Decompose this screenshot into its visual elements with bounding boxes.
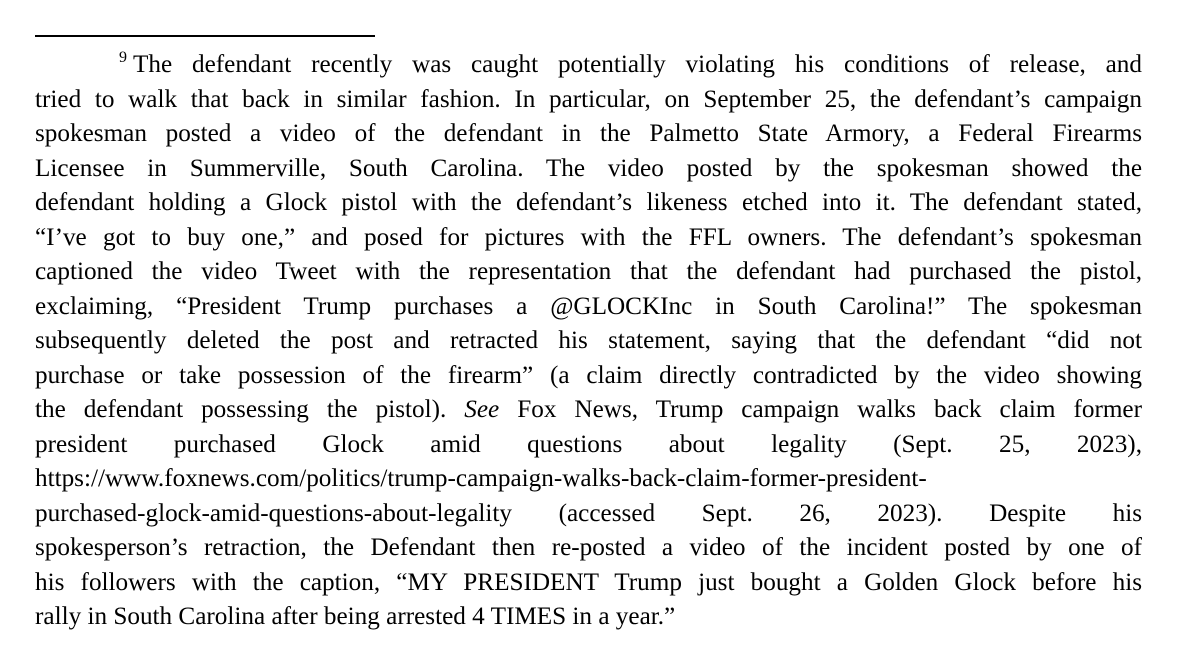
footnote-line: purchased-glock-amid-questions-about-legality (accessed Sept. 26, 2023). Despite his	[35, 499, 1142, 527]
footnote-line: “I’ve got to buy one,” and posed for pictures with the FFL owners. The defendant’s spokesman	[35, 223, 1142, 251]
footnote-line: president purchased Glock amid questions about legality (Sept. 25, 2023),	[35, 430, 1142, 458]
citation-url: https://www.foxnews.com/politics/trump-campaign-walks-back-claim-former-president-	[35, 465, 927, 492]
footnote-line: tried to walk that back in similar fashion. In particular, on September 25, the defendant’s campaign	[35, 85, 1142, 113]
footnote-line: subsequently deleted the post and retracted his statement, saying that the defendant “did not	[35, 327, 1142, 354]
footnote-separator-rule	[35, 35, 375, 37]
footnote-line: Licensee in Summerville, South Carolina. The video posted by the spokesman showed the	[35, 154, 1142, 182]
footnote-line: rally in South Carolina after being arrested 4 TIMES in a year.”	[35, 603, 676, 630]
citation-signal: See	[464, 396, 500, 423]
footnote-number: 9	[119, 49, 127, 66]
footnote-line: spokesman posted a video of the defendant in the Palmetto State Armory, a Federal Firearms	[35, 120, 1142, 147]
footnote-line: defendant holding a Glock pistol with the defendant’s likeness etched into it. The defendant stated,	[35, 189, 1142, 216]
footnote-line: purchase or take possession of the firearm” (a claim directly contradicted by the video showing	[35, 361, 1142, 389]
footnote-text: Fox News, Trump campaign walks back claim former	[499, 396, 1142, 423]
footnote-line: spokesperson’s retraction, the Defendant then re-posted a video of the incident posted by one of	[35, 534, 1142, 561]
footnote-text: The defendant recently was caught potentially violating his conditions of release, and	[133, 51, 1142, 78]
footnote-text: the defendant possessing the pistol).	[35, 396, 465, 423]
footnote-line	[35, 393, 1142, 428]
footnote-line: exclaiming, “President Trump purchases a @GLOCKInc in South Carolina!” The spokesman	[35, 292, 1142, 320]
footnote-line: his followers with the caption, “MY PRESIDENT Trump just bought a Golden Glock before his	[35, 568, 1142, 596]
footnote-line: captioned the video Tweet with the representation that the defendant had purchased the pistol,	[35, 258, 1142, 285]
footnote-9	[35, 48, 1142, 635]
footnote-line	[35, 48, 1142, 83]
